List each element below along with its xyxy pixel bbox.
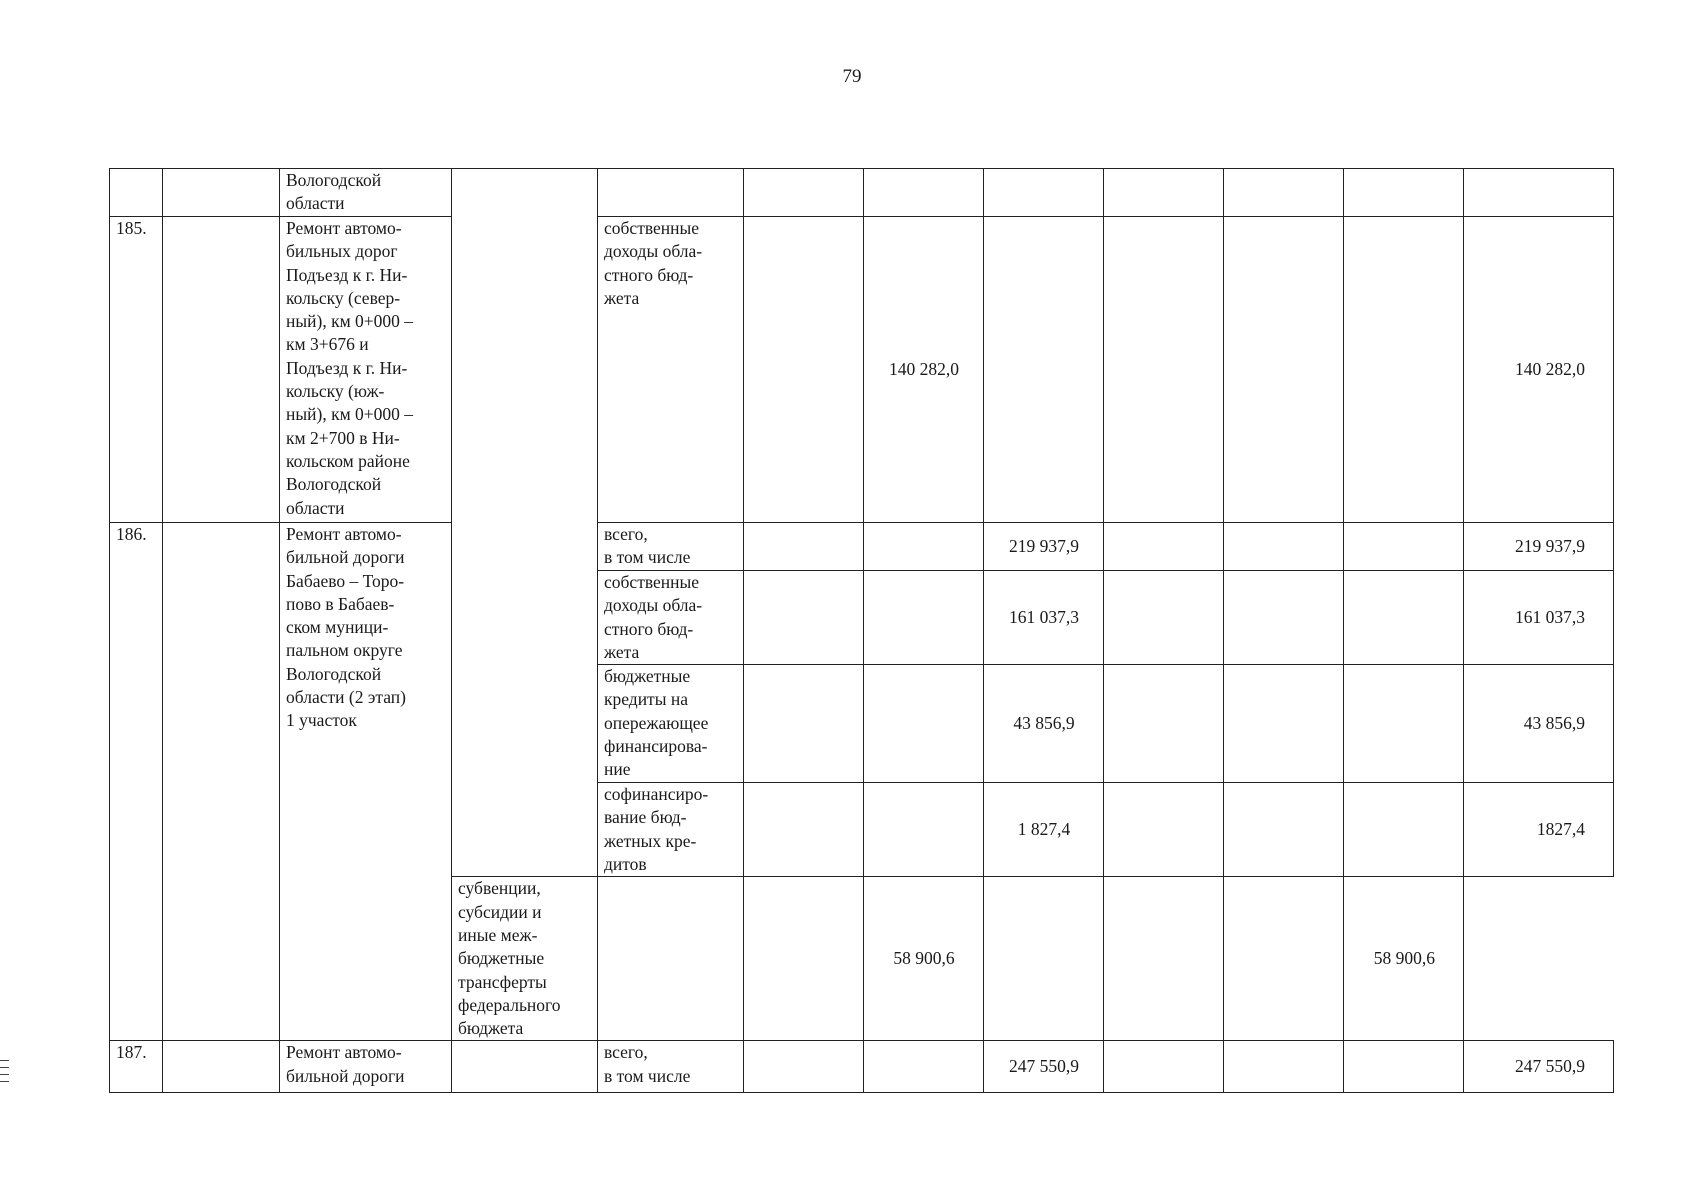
object-name-cell: Ремонт автомо- бильной дороги Бабаево – Торо- пово в Бабаев- ском муници- пальном округе Вологодской области (2 этап) 1 участок (280, 523, 452, 1041)
year-col-6-cell (1344, 217, 1464, 523)
table-row-186 (110, 523, 1614, 571)
year-col-2-value: 140 282,0 (864, 217, 984, 523)
funding-source-cell: всего, в том числе (598, 1041, 744, 1093)
funding-source-cell: субвенции, субсидии и иные меж- бюджетные трансферты федерального бюджета (452, 877, 598, 1041)
year-col-2-cell (864, 169, 984, 217)
code-cell (163, 169, 280, 217)
funding-source-cell: собственные доходы обла- стного бюд- жета (598, 217, 744, 523)
row-number-cell: 185. (110, 217, 163, 523)
total-value: 58 900,6 (1344, 877, 1464, 1041)
year-col-4-cell (1104, 665, 1224, 783)
row-number-cell (110, 169, 163, 217)
year-col-2-cell (744, 877, 864, 1041)
year-col-1-cell (744, 665, 864, 783)
year-col-5-cell (1224, 665, 1344, 783)
year-col-6-cell (1344, 169, 1464, 217)
year-col-3-value: 161 037,3 (984, 571, 1104, 665)
table-row-185 (110, 217, 1614, 523)
row-number-cell: 186. (110, 523, 163, 1041)
year-col-2-cell (864, 1041, 984, 1093)
year-col-1-cell (598, 877, 744, 1041)
year-col-3-value: 43 856,9 (984, 665, 1104, 783)
year-col-1-cell (744, 571, 864, 665)
year-col-4-cell (1104, 169, 1224, 217)
year-col-5-cell (1224, 169, 1344, 217)
table-row-continuation (110, 169, 1614, 217)
row-number-cell: 187. (110, 1041, 163, 1093)
year-col-5-cell (1224, 523, 1344, 571)
year-col-4-cell (984, 877, 1104, 1041)
scan-margin-marks (0, 1060, 9, 1088)
budget-table (109, 168, 1614, 1093)
funding-source-cell (598, 169, 744, 217)
year-col-5-cell (1224, 217, 1344, 523)
year-col-2-cell (864, 783, 984, 877)
year-col-3-value: 58 900,6 (864, 877, 984, 1041)
funding-source-cell: собственные доходы обла- стного бюд- жета (598, 571, 744, 665)
year-col-6-cell (1344, 1041, 1464, 1093)
funding-source-cell: софинансиро- вание бюд- жетных кре- дитов (598, 783, 744, 877)
year-col-6-cell (1344, 783, 1464, 877)
total-value: 219 937,9 (1464, 523, 1614, 571)
code-cell (163, 1041, 280, 1093)
year-col-5-cell (1224, 571, 1344, 665)
year-col-6-cell (1344, 665, 1464, 783)
year-col-2-cell (864, 571, 984, 665)
year-col-4-cell (1104, 217, 1224, 523)
object-name-cell: Вологодской области (280, 169, 452, 217)
total-cell (1464, 169, 1614, 217)
year-col-5-cell (1224, 783, 1344, 877)
responsible-cell (452, 169, 598, 877)
table-row-187 (110, 1041, 1614, 1093)
year-col-3-value: 1 827,4 (984, 783, 1104, 877)
year-col-6-cell (1224, 877, 1344, 1041)
year-col-5-cell (1104, 877, 1224, 1041)
year-col-2-cell (864, 523, 984, 571)
year-col-6-cell (1344, 523, 1464, 571)
funding-source-cell: бюджетные кредиты на опережающее финансирова- ние (598, 665, 744, 783)
year-col-3-cell (984, 169, 1104, 217)
year-col-4-cell (1104, 1041, 1224, 1093)
year-col-1-cell (744, 523, 864, 571)
year-col-1-cell (744, 169, 864, 217)
funding-source-cell: всего, в том числе (598, 523, 744, 571)
year-col-3-value: 219 937,9 (984, 523, 1104, 571)
year-col-6-cell (1344, 571, 1464, 665)
code-cell (163, 217, 280, 523)
year-col-5-cell (1224, 1041, 1344, 1093)
year-col-4-cell (1104, 523, 1224, 571)
year-col-1-cell (744, 217, 864, 523)
year-col-3-cell (984, 217, 1104, 523)
total-value: 161 037,3 (1464, 571, 1614, 665)
year-col-1-cell (744, 783, 864, 877)
year-col-2-cell (864, 665, 984, 783)
year-col-4-cell (1104, 571, 1224, 665)
total-value: 247 550,9 (1464, 1041, 1614, 1093)
year-col-1-cell (744, 1041, 864, 1093)
page-number: 79 (842, 66, 862, 87)
code-cell (163, 523, 280, 1041)
object-name-cell: Ремонт автомо- бильной дороги (280, 1041, 452, 1093)
total-value: 43 856,9 (1464, 665, 1614, 783)
responsible-cell (452, 1041, 598, 1093)
year-col-4-cell (1104, 783, 1224, 877)
total-value: 1827,4 (1464, 783, 1614, 877)
object-name-cell: Ремонт автомо- бильных дорог Подъезд к г. Ни- кольску (север- ный), км 0+000 – км 3+676 и Подъезд к г. Ни- кольску (юж- ный), км 0+000 – км 2+700 в Ни- кольском районе Вологодской области (280, 217, 452, 523)
year-col-3-value: 247 550,9 (984, 1041, 1104, 1093)
total-value: 140 282,0 (1464, 217, 1614, 523)
